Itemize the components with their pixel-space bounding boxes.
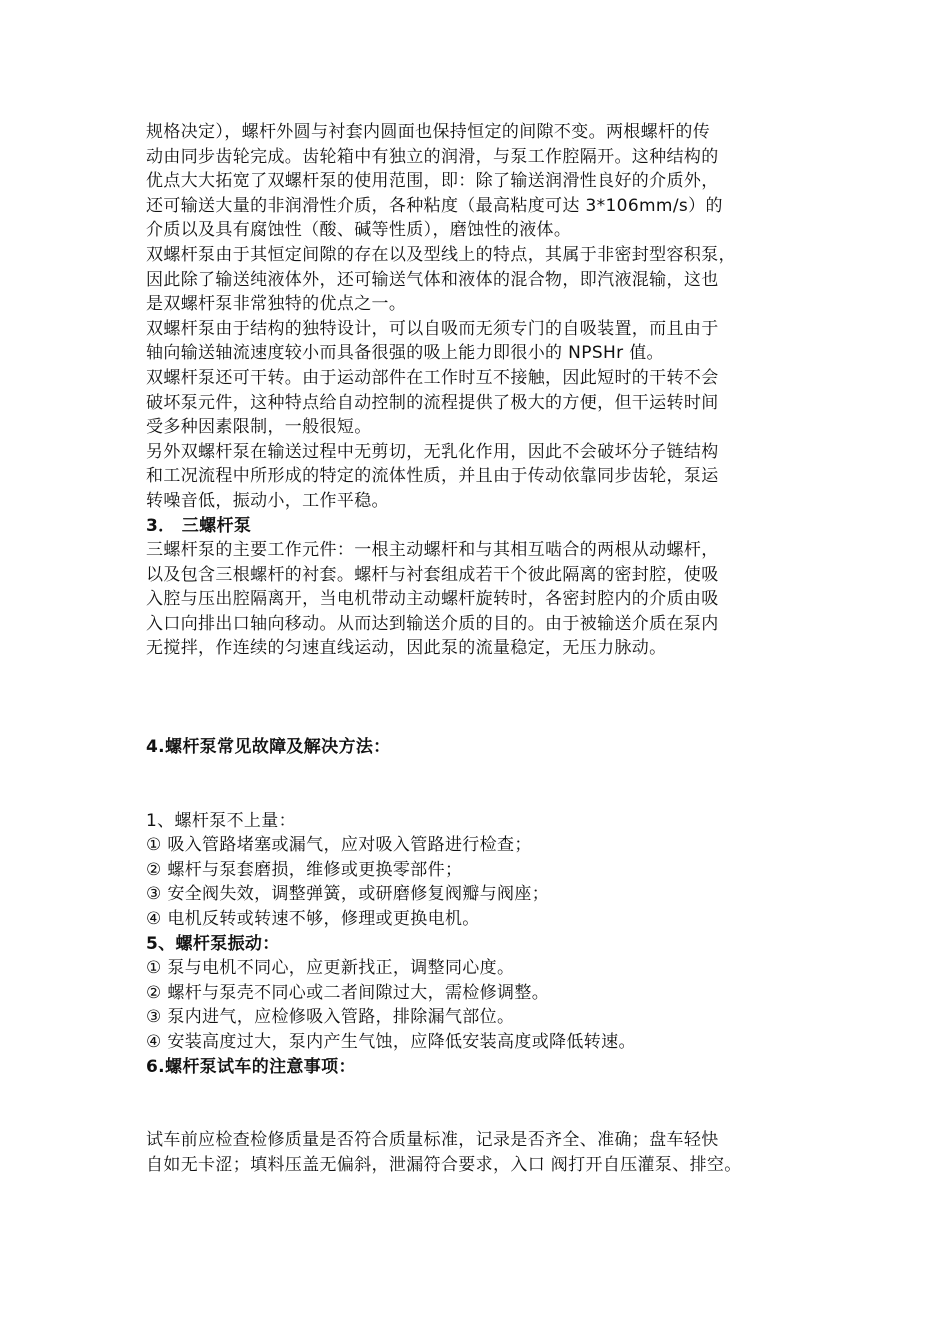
section3-heading: 3． 三螺杆泵 [146,515,252,536]
list-item: ① 吸入管路堵塞或漏气，应对吸入管路进行检查； [146,835,532,856]
text-line: 入口向排出口轴向移动。从而达到输送介质的目的。由于被输送介质在泵内 [146,613,719,634]
list-item: ② 螺杆与泵壳不同心或二者间隙过大，需检修调整。 [146,982,550,1003]
text-line: 和工况流程中所形成的特定的流体性质，并且由于传动依靠同步齿轮，泵运 [146,466,719,487]
text-line: 受多种因素限制，一般很短。 [146,417,372,438]
spacer [146,1104,826,1129]
spacer [146,686,826,711]
fault5-list [146,956,826,1054]
spacer [146,784,826,809]
text-line: 试车前应检查检修质量是否符合质量标准，记录是否齐全、准确；盘车轻快 [146,1130,719,1151]
spacer [146,759,826,784]
text-line: 动由同步齿轮完成。齿轮箱中有独立的润滑，与泵工作腔隔开。这种结构的 [146,146,719,167]
section3-text [146,538,826,661]
text-line: 双螺杆泵由于其恒定间隙的存在以及型线上的特点，其属于非密封型容积泵， [146,244,736,265]
section6-text [146,1128,826,1177]
fault1-list [146,833,826,931]
text-line: 无搅拌，作连续的匀速直线运动，因此泵的流量稳定，无压力脉动。 [146,638,667,659]
section2-text [146,120,826,514]
fault5-heading: 5、螺杆泵振动： [146,933,280,954]
text-line: 自如无卡涩；填料压盖无偏斜，泄漏符合要求，入口 阀打开自压灌泵、排空。 [146,1154,742,1175]
list-item: ② 螺杆与泵套磨损，维修或更换零部件； [146,859,463,880]
list-item: ③ 泵内进气，应检修吸入管路，排除漏气部位。 [146,1007,515,1028]
text-line: 破坏泵元件，这种特点给自动控制的流程提供了极大的方便，但干运转时间 [146,392,719,413]
text-line: 因此除了输送纯液体外，还可输送气体和液体的混合物，即汽液混输，这也 [146,269,719,290]
text-line: 双螺杆泵还可干转。由于运动部件在工作时互不接触，因此短时的干转不会 [146,367,719,388]
fault1-title: 1、螺杆泵不上量： [146,810,296,831]
section4-heading: 4.螺杆泵常见故障及解决方法： [146,736,391,757]
text-line: 三螺杆泵的主要工作元件：一根主动螺杆和与其相互啮合的两根从动螺杆， [146,540,719,561]
text-line: 轴向输送轴流速度较小而具备很强的吸上能力即很小的 NPSHr 值。 [146,343,664,364]
text-line: 优点大大拓宽了双螺杆泵的使用范围，即：除了输送润滑性良好的介质外， [146,171,719,192]
list-item: ④ 安装高度过大，泵内产生气蚀，应降低安装高度或降低转速。 [146,1031,636,1052]
text-line: 介质以及具有腐蚀性（酸、碱等性质），磨蚀性的液体。 [146,220,572,241]
spacer [146,661,826,686]
text-line: 还可输送大量的非润滑性介质，各种粘度（最高粘度可达 3*106mm/s）的 [146,195,723,216]
text-line: 入腔与压出腔隔离开，当电机带动主动螺杆旋转时，各密封腔内的介质由吸 [146,589,719,610]
spacer [146,710,826,735]
text-line: 双螺杆泵由于结构的独特设计，可以自吸而无须专门的自吸装置，而且由于 [146,318,719,339]
text-line: 另外双螺杆泵在输送过程中无剪切，无乳化作用，因此不会破坏分子链结构 [146,441,719,462]
document-page [146,120,826,1178]
section6-heading: 6.螺杆泵试车的注意事项： [146,1056,356,1077]
list-item: ① 泵与电机不同心，应更新找正，调整同心度。 [146,958,515,979]
text-line: 是双螺杆泵非常独特的优点之一。 [146,294,407,315]
text-line: 规格决定），螺杆外圆与衬套内圆面也保持恒定的间隙不变。两根螺杆的传 [146,122,711,142]
text-line: 以及包含三根螺杆的衬套。螺杆与衬套组成若干个彼此隔离的密封腔，使吸 [146,564,719,585]
list-item: ④ 电机反转或转速不够，修理或更换电机。 [146,909,480,929]
text-line: 转噪音低，振动小，工作平稳。 [146,490,389,511]
spacer [146,1079,826,1104]
list-item: ③ 安全阀失效，调整弹簧，或研磨修复阀瓣与阀座； [146,884,550,905]
